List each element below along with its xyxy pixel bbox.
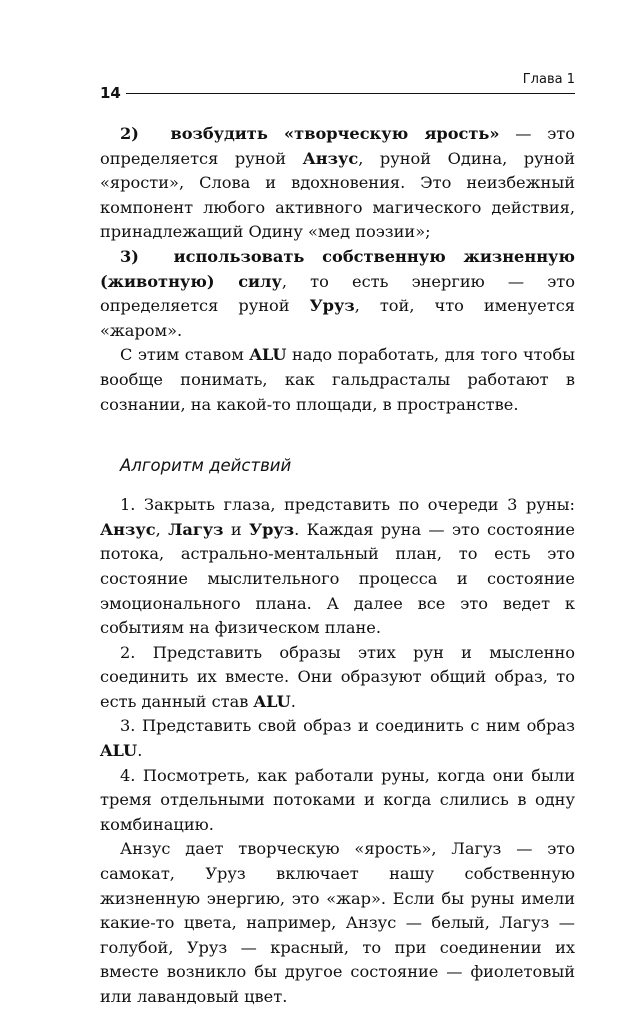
chapter-label: Глава 1: [522, 72, 575, 87]
alu-term: ALU: [249, 345, 287, 365]
text-span: 3. Представить свой образ и соединить с ним образ: [120, 716, 575, 736]
paragraph-alu-intro: [100, 343, 575, 417]
paragraph-item-2: [100, 122, 575, 245]
text-span: 2. Представить образы этих рун и мысленно соединить их вместе. Они образуют общий образ, то есть данный став: [100, 642, 575, 711]
section-title: Алгоритм действий: [120, 456, 292, 476]
text-span: , той, что именуется «жаром».: [100, 296, 575, 340]
text-span: С этим ставом: [120, 345, 250, 365]
text-span: надо поработать, для того чтобы вообще понимать, как гальдрасталы работают в сознании, на какой-то площади, в пространстве.: [100, 345, 575, 414]
item-number: 3): [120, 246, 139, 266]
text-span: .: [290, 691, 296, 711]
text-span: . Каждая руна — это состояние потока, астрально-ментальный план, то есть это состояние мыслительного процесса и состояние эмоционального плана. А далее все это ведет к событиям на физическом плане.: [100, 519, 575, 638]
rune-name: Уруз: [309, 296, 355, 316]
rune-name: Анзус: [100, 519, 156, 539]
rune-name: Уруз: [248, 519, 295, 539]
rune-name: Лагуз: [168, 519, 224, 539]
page-body: [100, 122, 575, 1010]
text-span: и: [223, 519, 249, 539]
text-span: 1. Закрыть глаза, представить по очереди 3 руны:: [120, 495, 575, 515]
step-2: [100, 641, 575, 715]
paragraph-item-3: [100, 245, 575, 343]
bold-phrase: использовать собственную жизненную (животную) силу: [100, 246, 576, 291]
text-span: 4. Посмотреть, как работали руны, когда они были тремя отдельными потоками и когда слились в одну комбинацию.: [100, 765, 575, 834]
text-span: Анзус дает творческую «ярость», Лагуз — это самокат, Уруз включает нашу собственную жизненную энергию, это «жар». Если бы руны имели какие-то цвета, например, Анзус — белый, Лагуз — голубой, Уруз — красный, то при соединении их вместе возникло бы другое состояние — фиолетовый или лавандовый цвет.: [100, 839, 575, 1006]
text-span: , то есть энергию — это определяется руной: [100, 271, 575, 316]
paragraph-summary: [100, 837, 575, 1009]
header-rule: [126, 93, 575, 94]
alu-term: ALU: [253, 691, 291, 711]
step-3: [100, 714, 575, 763]
item-number: 2): [120, 124, 139, 143]
page-header: [100, 72, 575, 102]
text-span: , руной Одина, руной «ярости», Слова и вдохновения. Это неизбежный компонент любого активного магического действия, принадлежащий Одину «мед поэзии»;: [100, 148, 575, 242]
rune-name: Анзус: [302, 148, 359, 168]
page-number: 14: [100, 84, 121, 102]
text-span: — это определяется руной: [100, 124, 575, 168]
step-4: [100, 764, 575, 838]
text-span: .: [137, 741, 143, 761]
text-span: ,: [155, 519, 169, 539]
alu-term: ALU: [100, 741, 138, 761]
bold-phrase: возбудить «творческую ярость»: [170, 124, 500, 143]
step-1: [100, 493, 575, 641]
